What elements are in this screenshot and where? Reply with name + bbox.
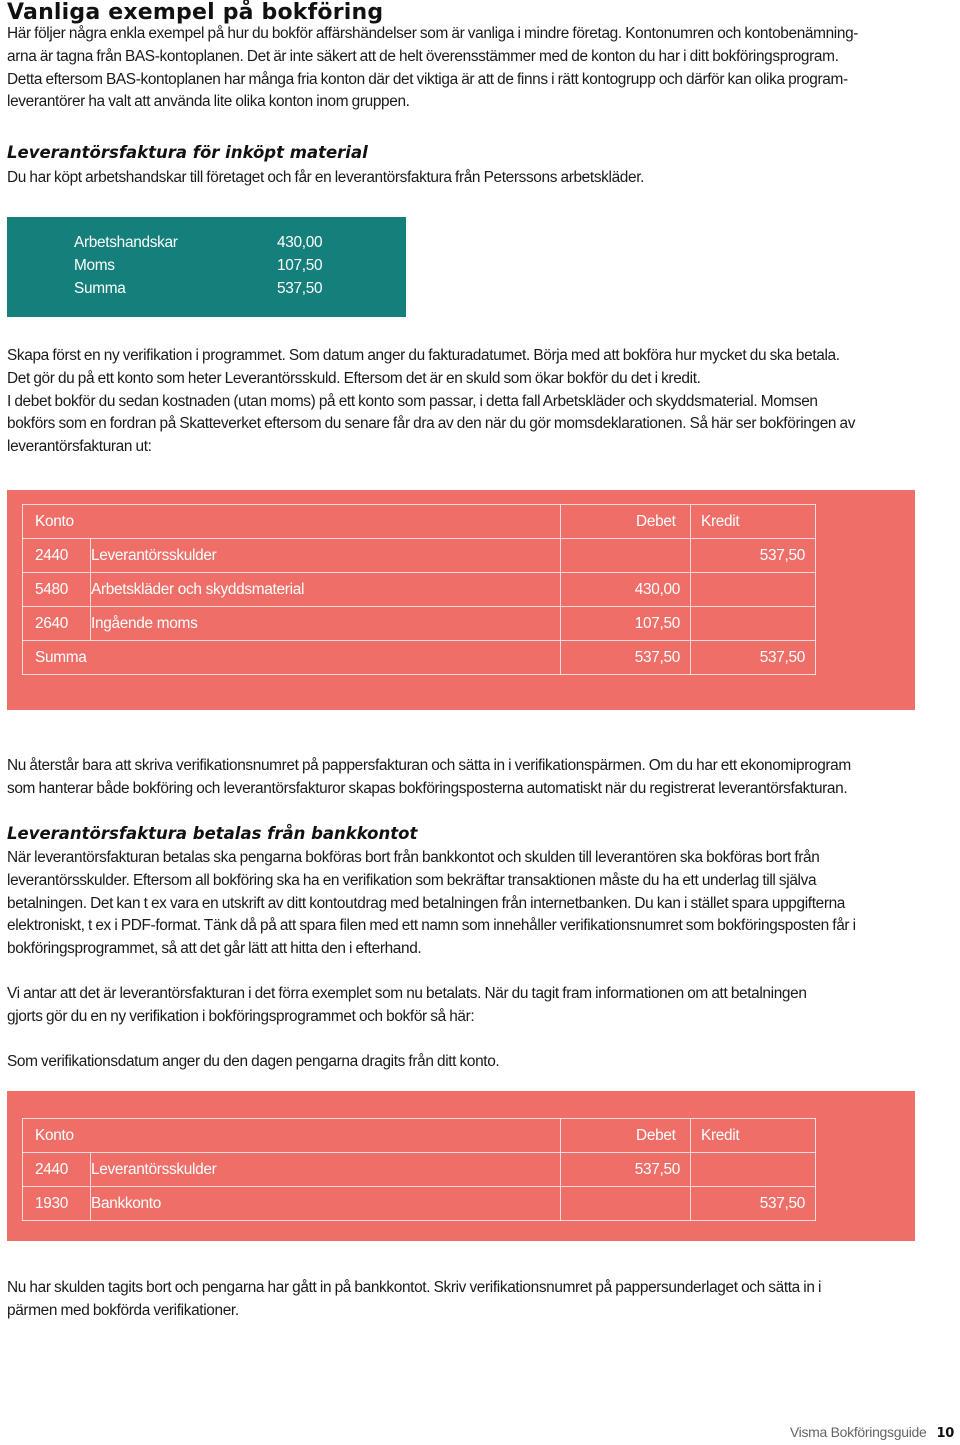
cell-name: Ingående moms [91, 607, 561, 641]
cell-konto: 5480 [23, 573, 91, 607]
body-line: Som verifikationsdatum anger du den dagen pengarna dragits från ditt konto. [7, 1053, 500, 1070]
body-line: Skapa först en ny verifikation i programmet. Som datum anger du fakturadatumet. Börja med att bokföra hur mycket du ska betala. [7, 347, 840, 364]
cell-name: Arbetskläder och skyddsmaterial [91, 573, 561, 607]
body-line: elektroniskt, t ex i PDF-format. Tänk då på att spara filen med ett namn som innehåller verifikationsnumret som bokföringsposten får i [7, 917, 856, 935]
body-line: leverantörsfakturan ut: [7, 438, 152, 456]
cell-debet: 537,50 [561, 1153, 691, 1187]
invoice-summary-box [7, 217, 406, 317]
invoice-value: 107,50 [277, 257, 323, 274]
section-heading-betalning: Leverantörsfaktura betalas från bankkontot [7, 824, 418, 843]
page-footer [790, 1424, 954, 1441]
cell-kredit: 537,50 [691, 641, 816, 675]
cell-kredit [691, 1153, 816, 1187]
body-line: När leverantörsfakturan betalas ska pengarna bokföras bort från bankkontot och skulden till leverantören ska bokföras bort från [7, 849, 820, 866]
table-header-row [23, 505, 816, 539]
intro-line: arna är tagna från BAS-kontoplanen. Det är inte säkert att de helt överensstämmer med de konton du har i ditt bokföringsprogram. [7, 47, 839, 65]
section-heading-inkop: Leverantörsfaktura för inköpt material [7, 143, 368, 162]
table-row [23, 1187, 816, 1221]
cell-debet: 430,00 [561, 573, 691, 607]
section2-after [7, 1277, 927, 1323]
cell-debet [561, 539, 691, 573]
cell-konto: Summa [23, 641, 91, 675]
body-line: betalningen. Det kan t ex vara en utskrift av ditt kontoutdrag med betalningen från internetbanken. Du kan i stället spara uppgifterna [7, 894, 846, 912]
section2-body2 [7, 983, 927, 1029]
section1-body [7, 345, 927, 459]
cell-kredit [691, 607, 816, 641]
intro-line: Detta eftersom BAS-kontoplanen har många fria konton där det viktiga är att de finns i rätt kontogrupp och därför kan olika program- [7, 70, 848, 88]
page-number: 10 [936, 1426, 954, 1441]
body-line: leverantörsskulder. Eftersom all bokföring ska ha en verifikation som bekräftar transaktionen måste du ha ett underlag till själva [7, 871, 817, 889]
header-debet: Debet [561, 505, 691, 539]
cell-debet: 537,50 [561, 641, 691, 675]
body-line: gjorts gör du en ny verifikation i bokföringsprogrammet och bokför så här: [7, 1007, 475, 1025]
body-line: som hanterar både bokföring och leverantörsfakturor skapas bokföringsposterna automatiskt när du registrerat leverantörsfakturan. [7, 779, 848, 797]
lead-line: Du har köpt arbetshandskar till företaget och får en leverantörsfaktura från Peterssons arbetskläder. [7, 169, 645, 186]
cell-debet: 107,50 [561, 607, 691, 641]
table-row [23, 607, 816, 641]
table-header-row [23, 1119, 816, 1153]
invoice-value: 430,00 [277, 234, 323, 251]
cell-name: Bankkonto [91, 1187, 561, 1221]
invoice-value: 537,50 [277, 280, 323, 297]
header-konto: Konto [23, 505, 91, 539]
header-debet: Debet [561, 1119, 691, 1153]
body-line: Vi antar att det är leverantörsfakturan i det förra exemplet som nu betalats. När du tagit fram informationen om att betalningen [7, 985, 807, 1002]
body-line: Nu har skulden tagits bort och pengarna har gått in på bankkontot. Skriv verifikationsnumret på pappersunderlaget och sätta in i [7, 1279, 822, 1296]
body-line: I debet bokför du sedan kostnaden (utan moms) på ett konto som passar, i detta fall Arbetskläder och skyddsmaterial. Momsen [7, 392, 818, 410]
journal-grid-2 [22, 1118, 816, 1221]
header-konto: Konto [23, 1119, 91, 1153]
page-title: Vanliga exempel på bokföring [7, 0, 384, 25]
body-line: pärmen med bokförda verifikationer. [7, 1301, 239, 1319]
body-line: bokförs som en fordran på Skatteverket eftersom du senare får dra av den när du gör momsdeklarationen. Så här ser bokföringen av [7, 415, 856, 433]
invoice-label: Arbetshandskar [74, 234, 178, 251]
header-name [91, 505, 561, 539]
table-row-summa [23, 641, 816, 675]
invoice-label: Summa [74, 280, 126, 297]
section2-body3 [7, 1051, 927, 1074]
cell-konto: 2440 [23, 1153, 91, 1187]
journal-grid-1 [22, 504, 816, 675]
header-name [91, 1119, 561, 1153]
body-line: bokföringsprogrammet, så att det går lätt att hitta den i efterhand. [7, 940, 422, 958]
cell-debet [561, 1187, 691, 1221]
cell-konto: 2640 [23, 607, 91, 641]
cell-konto: 1930 [23, 1187, 91, 1221]
cell-kredit [691, 573, 816, 607]
table-row [23, 573, 816, 607]
body-line: Nu återstår bara att skriva verifikationsnumret på pappersfakturan och sätta in i verifikationspärmen. Om du har ett ekonomiprogram [7, 757, 851, 774]
table-row [23, 539, 816, 573]
body-line: Det gör du på ett konto som heter Leverantörsskuld. Eftersom det är en skuld som ökar bokför du det i kredit. [7, 369, 701, 387]
section2-body [7, 847, 927, 961]
cell-name: Leverantörsskulder [91, 539, 561, 573]
footer-brand: Visma Bokföringsguide [789, 1424, 927, 1440]
intro-line: leverantörer ha valt att använda lite olika konton inom gruppen. [7, 93, 410, 111]
table-row [23, 1153, 816, 1187]
section1-lead [7, 167, 927, 190]
header-kredit: Kredit [691, 1119, 816, 1153]
section1-after [7, 755, 927, 801]
cell-name: Leverantörsskulder [91, 1153, 561, 1187]
cell-kredit: 537,50 [691, 539, 816, 573]
invoice-label: Moms [74, 257, 115, 274]
cell-konto: 2440 [23, 539, 91, 573]
intro-line: Här följer några enkla exempel på hur du bokför affärshändelser som är vanliga i mindre företag. Kontonumren och kontobenämning- [7, 25, 859, 42]
journal-table-1 [7, 490, 915, 710]
intro-paragraph [7, 23, 927, 114]
cell-kredit: 537,50 [691, 1187, 816, 1221]
header-kredit: Kredit [691, 505, 816, 539]
cell-name [91, 641, 561, 675]
journal-table-2 [7, 1091, 915, 1241]
